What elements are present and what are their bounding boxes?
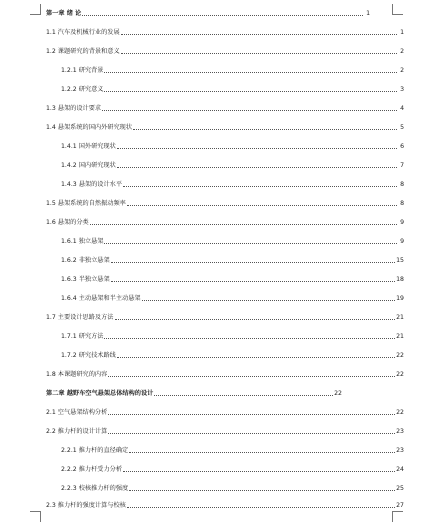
dot-leader: [123, 471, 395, 472]
toc-entry-page: 9: [400, 219, 404, 226]
toc-entry-title: 第一章 绪 论: [46, 10, 82, 17]
toc-entry-1-7-2[interactable]: [61, 349, 404, 359]
toc-entry-1-2-2[interactable]: [61, 83, 404, 93]
dot-leader: [127, 507, 395, 508]
toc-entry-page: 23: [396, 428, 404, 435]
toc-entry-2-2[interactable]: [46, 425, 404, 435]
toc-entry-page: 22: [396, 371, 404, 378]
toc-entry-title: 1.7 主要设计思路及方法: [46, 314, 114, 321]
toc-entry-1-4-1[interactable]: [61, 140, 404, 150]
toc-entry-title: 1.2.1 研究背景: [61, 67, 104, 74]
toc-entry-page: 8: [400, 181, 404, 188]
toc-entry-title: 1.2 课题研究的背景和意义: [46, 48, 120, 55]
toc-entry-title: 1.6.2 非独立悬架: [61, 257, 110, 264]
toc-entry-2-3[interactable]: [46, 499, 404, 509]
toc-entry-title: 1.7.2 研究技术路线: [61, 352, 116, 359]
toc-entry-2-2-2[interactable]: [61, 463, 404, 473]
toc-entry-page: 15: [396, 257, 404, 264]
dot-leader: [104, 91, 397, 92]
dot-leader: [108, 433, 395, 434]
dot-leader: [115, 319, 396, 320]
toc-entry-title: 1.6.1 独立悬架: [61, 238, 104, 245]
dot-leader: [104, 72, 397, 73]
toc-entry-page: 25: [396, 485, 404, 492]
dot-leader: [121, 34, 397, 35]
toc-entry-title: 1.6.4 主动悬架和半主动悬架: [61, 295, 141, 302]
toc-entry-title: 1.3 悬架的设计要求: [46, 105, 102, 112]
dot-leader: [121, 53, 397, 54]
toc-entry-page: 3: [400, 86, 404, 93]
dot-leader: [102, 110, 397, 111]
toc-entry-title: 1.8 本课题研究的内容: [46, 371, 108, 378]
toc-entry-page: 7: [400, 162, 404, 169]
toc-entry-title: 2.1 空气悬架结构分析: [46, 409, 108, 416]
toc-entry-page: 2: [400, 48, 404, 55]
toc-entry-2-2-1[interactable]: [61, 444, 404, 454]
toc-entry-title: 1.2.2 研究意义: [61, 86, 104, 93]
toc-entry-2-1[interactable]: [46, 406, 404, 416]
toc-entry-1-8[interactable]: [46, 368, 404, 378]
toc-entry-page: 22: [334, 390, 342, 397]
dot-leader: [117, 148, 397, 149]
dot-leader: [154, 395, 333, 396]
toc-entry-page: 6: [400, 143, 404, 150]
toc-entry-1-2[interactable]: [46, 45, 404, 55]
toc-entry-page: 1: [400, 29, 404, 36]
dot-leader: [129, 452, 395, 453]
toc-entry-page: 4: [400, 105, 404, 112]
toc-entry-1-7[interactable]: [46, 311, 404, 321]
toc-entry-page: 8: [400, 200, 404, 207]
dot-leader: [104, 338, 395, 339]
toc-entry-title: 2.2.1 推力杆的直径确定: [61, 447, 129, 454]
dot-leader: [82, 15, 363, 16]
toc-entry-1-4-3[interactable]: [61, 178, 404, 188]
toc-entry-title: 1.6.3 半独立悬架: [61, 276, 110, 283]
dot-leader: [108, 376, 395, 377]
dot-leader: [108, 414, 395, 415]
toc-entry-1-2-1[interactable]: [61, 64, 404, 74]
toc-entry-1-6[interactable]: [46, 216, 404, 226]
toc-entry-title: 1.4.2 国内研究现状: [61, 162, 116, 169]
toc-entry-page: 24: [396, 466, 404, 473]
toc-entry-page: 21: [396, 314, 404, 321]
toc-entry-1-6-1[interactable]: [61, 235, 404, 245]
toc-entry-page: 22: [396, 409, 404, 416]
toc-entry-page: 22: [396, 352, 404, 359]
toc-entry-1-6-3[interactable]: [61, 273, 404, 283]
dot-leader: [90, 224, 397, 225]
toc-entry-title: 2.2.2 推力杆受力分析: [61, 466, 123, 473]
toc-entry-2-2-3[interactable]: [61, 482, 404, 492]
toc-entry-title: 1.6 悬架的分类: [46, 219, 89, 226]
dot-leader: [133, 129, 397, 130]
toc-entry-chapter-2[interactable]: [46, 387, 342, 397]
toc-entry-title: 2.3 推力杆的强度计算与校核: [46, 502, 126, 509]
toc-entry-page: 23: [396, 447, 404, 454]
toc-entry-title: 2.2.3 校核推力杆的强度: [61, 485, 129, 492]
toc-entry-title: 1.4 悬架系统的国内外研究现状: [46, 124, 133, 131]
dot-leader: [117, 357, 395, 358]
toc-entry-page: 21: [396, 333, 404, 340]
dot-leader: [104, 243, 397, 244]
toc-entry-page: 27: [396, 502, 404, 509]
toc-entry-title: 1.1 汽车及机械行业的发展: [46, 29, 120, 36]
toc-entry-page: 2: [400, 67, 404, 74]
toc-entry-1-7-1[interactable]: [61, 330, 404, 340]
toc-entry-page: 9: [400, 238, 404, 245]
dot-leader: [142, 300, 396, 301]
dot-leader: [111, 281, 395, 282]
toc-entry-title: 1.4.3 悬架的设计水平: [61, 181, 123, 188]
toc-entry-1-4[interactable]: [46, 121, 404, 131]
toc-entry-1-5[interactable]: [46, 197, 404, 207]
toc-entry-page: 19: [396, 295, 404, 302]
dot-leader: [117, 167, 397, 168]
toc-entry-title: 1.5 悬架系统的自然振动频率: [46, 200, 126, 207]
toc-entry-page: 1: [366, 10, 370, 17]
toc-entry-title: 2.2 推力杆的设计计算: [46, 428, 108, 435]
toc-entry-title: 第二章 越野车空气悬架总体结构的设计: [46, 390, 154, 397]
toc-entry-title: 1.7.1 研究方法: [61, 333, 104, 340]
toc-entry-1-1[interactable]: [46, 26, 404, 36]
toc-entry-1-6-4[interactable]: [61, 292, 404, 302]
toc-entry-page: 18: [396, 276, 404, 283]
toc-entry-page: 5: [400, 124, 404, 131]
dot-leader: [123, 186, 397, 187]
toc-entry-title: 1.4.1 国外研究现状: [61, 143, 116, 150]
toc-entry-1-3[interactable]: [46, 102, 404, 112]
toc-entry-1-4-2[interactable]: [61, 159, 404, 169]
dot-leader: [127, 205, 397, 206]
toc-entry-1-6-2[interactable]: [61, 254, 404, 264]
toc-entry-chapter-1[interactable]: [46, 7, 370, 17]
dot-leader: [111, 262, 395, 263]
dot-leader: [129, 490, 395, 491]
